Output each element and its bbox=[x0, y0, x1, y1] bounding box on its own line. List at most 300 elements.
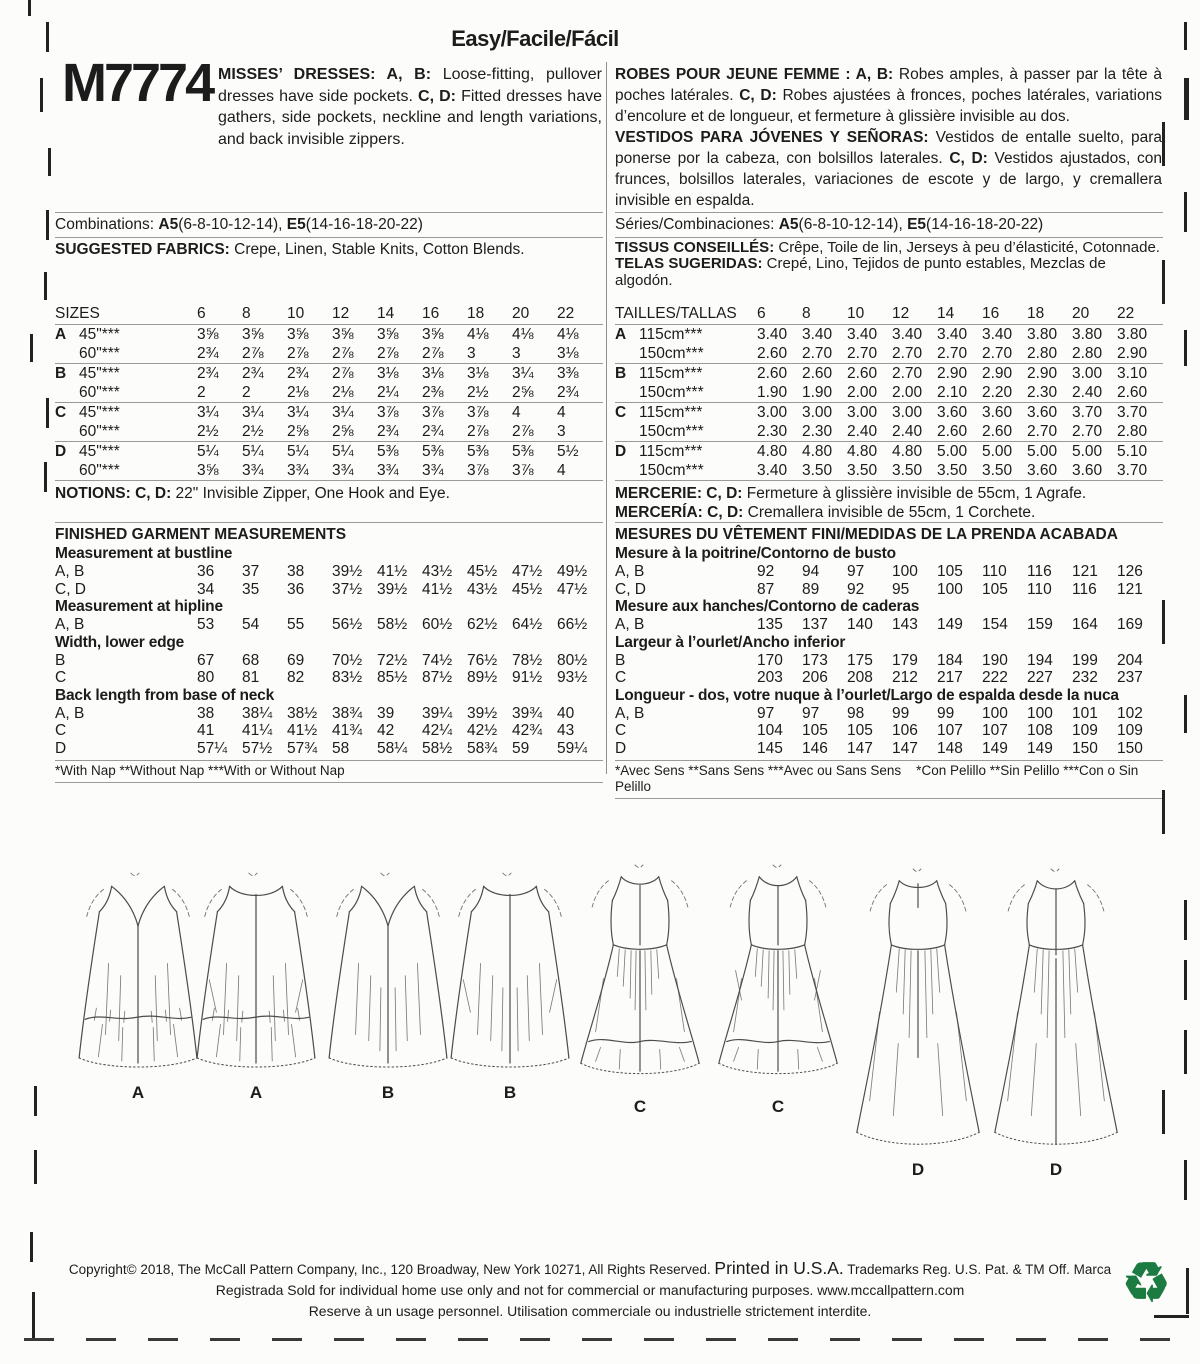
yardage-row bbox=[615, 344, 1163, 363]
measurement-view-label: A, B bbox=[615, 563, 645, 580]
text-run: 22" Invisible Zipper, One Hook and Eye. bbox=[171, 485, 450, 502]
measurement-row bbox=[615, 669, 1163, 687]
text-run: SUGGESTED FABRICS: bbox=[55, 241, 230, 258]
measurement-value: 58¼ bbox=[377, 739, 408, 757]
measurement-row bbox=[55, 563, 603, 581]
size-header-value: 8 bbox=[242, 305, 251, 322]
yardage-row bbox=[615, 441, 1163, 461]
yardage-value: 5.00 bbox=[1027, 443, 1058, 460]
fabric-width-label: 45"*** bbox=[79, 365, 120, 382]
yardage-row bbox=[55, 363, 603, 383]
fabric-width-label: 115cm*** bbox=[639, 326, 703, 343]
text-run: Crêpe, Toile de lin, Jerseys à peu d’élasticité, Cotonnade. bbox=[774, 239, 1160, 256]
size-header-row bbox=[615, 304, 1163, 325]
notions-line bbox=[55, 480, 603, 522]
yardage-value: 2⅝ bbox=[512, 384, 534, 401]
yardage-value: 2.60 bbox=[937, 423, 968, 440]
measurement-value: 100 bbox=[892, 563, 918, 580]
registration-mark bbox=[1184, 900, 1187, 940]
yardage-row bbox=[55, 383, 603, 402]
text-run: VESTIDOS PARA JÓVENES Y SEÑORAS: bbox=[615, 129, 929, 146]
yardage-value: 2.70 bbox=[982, 345, 1013, 362]
measurement-value: 126 bbox=[1117, 563, 1143, 580]
measurement-value: 80 bbox=[197, 669, 215, 686]
measurement-view-label: D bbox=[615, 739, 627, 757]
yardage-value: 3.40 bbox=[892, 326, 923, 343]
yardage-value: 4 bbox=[557, 462, 566, 479]
measurement-value: 42½ bbox=[467, 722, 498, 739]
yardage-value: 3 bbox=[467, 345, 476, 362]
yardage-value: 2 bbox=[197, 384, 206, 401]
measurement-value: 47½ bbox=[512, 563, 543, 580]
fabric-width-label: 115cm*** bbox=[639, 404, 703, 421]
registration-mark bbox=[1184, 695, 1187, 733]
yardage-row bbox=[55, 441, 603, 461]
measurement-value: 116 bbox=[1072, 580, 1097, 598]
yardage-value: 2¼ bbox=[377, 384, 399, 401]
yardage-value: 2.40 bbox=[847, 423, 878, 440]
yardage-value: 3.40 bbox=[757, 462, 788, 479]
measurement-value: 137 bbox=[802, 616, 828, 633]
yardage-value: 2⅞ bbox=[242, 345, 264, 362]
view-letter: A bbox=[55, 326, 67, 343]
fabric-width-label: 150cm*** bbox=[639, 423, 704, 440]
left-column bbox=[55, 212, 603, 783]
measurement-value: 104 bbox=[757, 722, 783, 739]
text-run: A5 bbox=[158, 216, 179, 233]
measurement-value: 68 bbox=[242, 651, 260, 669]
measurement-value: 100 bbox=[1027, 704, 1053, 722]
text-run: E5 bbox=[907, 216, 927, 233]
yardage-value: 3.80 bbox=[1027, 326, 1058, 343]
view-letter: B bbox=[615, 365, 627, 382]
dress-c-front-drawing bbox=[566, 860, 714, 1095]
registration-mark bbox=[28, 0, 31, 16]
text-run: Crepe, Linen, Stable Knits, Cotton Blends. bbox=[229, 241, 525, 258]
registration-mark bbox=[44, 462, 47, 492]
yardage-value: 3⅝ bbox=[197, 462, 219, 479]
measurement-view-label: C, D bbox=[55, 580, 86, 598]
measurement-value: 149 bbox=[937, 616, 963, 633]
size-header-value: 20 bbox=[1072, 305, 1090, 322]
measurement-value: 97 bbox=[802, 704, 820, 722]
yardage-value: 2¾ bbox=[197, 365, 219, 382]
footer bbox=[30, 1258, 1150, 1322]
yardage-value: 3.00 bbox=[892, 404, 923, 421]
fabric-width-label: 45"*** bbox=[79, 443, 120, 460]
yardage-value: 3⅝ bbox=[242, 326, 264, 343]
yardage-value: 3⅝ bbox=[287, 326, 309, 343]
registration-mark bbox=[1162, 260, 1165, 304]
text-run: A5 bbox=[778, 216, 799, 233]
mercerie-lines bbox=[615, 480, 1163, 522]
dress-d-back-drawing bbox=[982, 864, 1130, 1158]
yardage-value: 3.80 bbox=[1072, 326, 1103, 343]
yardage-value: 3¾ bbox=[422, 462, 444, 479]
sketch-label-b-front: B bbox=[381, 1083, 395, 1103]
measurement-value: 121 bbox=[1117, 580, 1143, 598]
description-intl bbox=[615, 64, 1162, 211]
view-letter bbox=[615, 422, 639, 441]
printed-in-usa: Printed in U.S.A. bbox=[714, 1258, 844, 1278]
measurement-view-label: C bbox=[55, 669, 67, 686]
yardage-value: 2.60 bbox=[802, 365, 833, 382]
view-letter: D bbox=[55, 443, 67, 460]
yardage-row bbox=[55, 344, 603, 363]
measurement-value: 121 bbox=[1072, 563, 1098, 580]
measurement-row bbox=[55, 740, 603, 758]
yardage-value: 2⅜ bbox=[422, 384, 444, 401]
fabric-width-label: 150cm*** bbox=[639, 345, 704, 362]
registration-mark bbox=[34, 1086, 37, 1116]
yardage-value: 3.40 bbox=[757, 326, 788, 343]
description-spanish bbox=[615, 127, 1162, 211]
text-run: Robes ajustées à fronces, poches latérales, variations d’encolure et de longueur, et fermeture à glissière invisible au dos. bbox=[615, 87, 1162, 125]
yardage-value: 3.10 bbox=[1117, 365, 1148, 382]
measurement-view-label: D bbox=[55, 739, 67, 757]
yardage-value: 2.90 bbox=[1117, 345, 1148, 362]
measurement-value: 78½ bbox=[512, 651, 543, 669]
registration-mark bbox=[1184, 192, 1187, 232]
corner-mark-horizontal bbox=[1154, 1315, 1189, 1318]
measurement-section-title: Mesure aux hanches/Contorno de caderas bbox=[615, 598, 920, 615]
text-run: ROBES POUR JEUNE FEMME : A, B: bbox=[615, 66, 894, 83]
yardage-value: 2.70 bbox=[1072, 423, 1103, 440]
size-header-value: 12 bbox=[332, 305, 350, 322]
fabric-width-label: 150cm*** bbox=[639, 462, 704, 479]
dress-sketch-b-back bbox=[444, 866, 576, 1103]
measurement-value: 109 bbox=[1072, 722, 1098, 739]
measurement-value: 58 bbox=[332, 739, 350, 757]
yardage-value: 2¾ bbox=[242, 365, 264, 382]
yardage-value: 5⅜ bbox=[512, 443, 534, 460]
view-letter bbox=[55, 383, 79, 402]
measurement-view-label: C bbox=[55, 722, 67, 739]
sketch-label-a-back: A bbox=[249, 1083, 263, 1103]
measurement-value: 43½ bbox=[467, 580, 498, 598]
yardage-value: 5.00 bbox=[982, 443, 1013, 460]
dress-sketch-a-back bbox=[190, 866, 322, 1103]
yardage-value: 5⅜ bbox=[422, 443, 444, 460]
yardage-value: 3¼ bbox=[287, 404, 309, 421]
trademark-text: Trademarks Reg. U.S. Pat. & TM Off. Marca bbox=[847, 1262, 1112, 1277]
usage-personnel-line: Reserve à un usage personnel. Utilisation commerciale ou industrielle strictement interdite. bbox=[308, 1303, 872, 1319]
measurement-value: 147 bbox=[892, 739, 918, 757]
yardage-value: 1.90 bbox=[802, 384, 833, 401]
sketch-label-c-front: C bbox=[633, 1096, 647, 1116]
measurement-row bbox=[615, 652, 1163, 670]
fabric-width-label: 60"*** bbox=[79, 423, 120, 440]
difficulty-title: Easy/Facile/Fácil bbox=[451, 26, 619, 51]
finished-measurements-table-en bbox=[55, 545, 603, 757]
measurement-value: 81 bbox=[242, 669, 260, 686]
measurement-value: 39½ bbox=[467, 704, 498, 722]
measurement-value: 41½ bbox=[422, 580, 453, 598]
view-letter: A bbox=[615, 326, 627, 343]
measurement-value: 58¾ bbox=[467, 739, 498, 757]
text-run: MERCERÍA: C, D: bbox=[615, 504, 744, 521]
measurement-value: 237 bbox=[1117, 669, 1143, 686]
measurement-value: 40 bbox=[557, 704, 575, 722]
yardage-value: 3.00 bbox=[802, 404, 833, 421]
yardage-value: 3.50 bbox=[802, 462, 833, 479]
measurement-value: 87 bbox=[757, 580, 775, 598]
measurement-value: 206 bbox=[802, 669, 828, 686]
yardage-value: 3.40 bbox=[937, 326, 968, 343]
measurement-value: 39¾ bbox=[512, 704, 543, 722]
measurement-value: 94 bbox=[802, 563, 820, 580]
yardage-row bbox=[615, 325, 1163, 344]
description-french bbox=[615, 64, 1162, 127]
measurement-value: 45½ bbox=[512, 580, 543, 598]
yardage-value: 2⅞ bbox=[467, 423, 489, 440]
registration-mark bbox=[40, 78, 43, 112]
text-run: E5 bbox=[286, 216, 306, 233]
measurement-section-title: Measurement at hipline bbox=[55, 598, 223, 615]
tissus-conseilles bbox=[615, 240, 1163, 256]
measurement-value: 222 bbox=[982, 669, 1008, 686]
measurement-value: 107 bbox=[937, 722, 963, 739]
suggested-fabrics-intl bbox=[615, 238, 1163, 304]
measurement-value: 36 bbox=[287, 580, 305, 598]
measurement-row bbox=[615, 722, 1163, 740]
dress-sketch-d-front bbox=[844, 864, 992, 1180]
finished-measurements-title-en: FINISHED GARMENT MEASUREMENTS bbox=[55, 522, 603, 545]
yardage-value: 3.40 bbox=[802, 326, 833, 343]
measurement-row bbox=[55, 722, 603, 740]
registration-mark bbox=[1162, 1090, 1165, 1134]
yardage-value: 4.80 bbox=[892, 443, 923, 460]
fabric-width-label: 115cm*** bbox=[639, 443, 703, 460]
yardage-value: 3.60 bbox=[1027, 462, 1058, 479]
yardage-value: 3⅞ bbox=[422, 404, 444, 421]
measurement-value: 43½ bbox=[422, 563, 453, 580]
yardage-value: 5¼ bbox=[242, 443, 264, 460]
view-letter bbox=[615, 383, 639, 402]
measurement-value: 204 bbox=[1117, 651, 1143, 669]
registration-mark bbox=[44, 272, 47, 300]
yardage-value: 4⅛ bbox=[467, 326, 489, 343]
yardage-value: 2½ bbox=[197, 423, 219, 440]
yardage-value: 3⅛ bbox=[557, 345, 579, 362]
measurement-value: 39½ bbox=[332, 563, 363, 580]
measurement-value: 66½ bbox=[557, 616, 588, 633]
yardage-value: 3.00 bbox=[1072, 365, 1103, 382]
measurement-value: 98 bbox=[847, 704, 865, 722]
measurement-value: 173 bbox=[802, 651, 828, 669]
yardage-value: 1.90 bbox=[757, 384, 788, 401]
measurement-view-label: A, B bbox=[55, 704, 85, 722]
measurement-row bbox=[615, 740, 1163, 758]
measurement-view-label: B bbox=[615, 651, 626, 669]
measurement-value: 97 bbox=[757, 704, 775, 722]
measurement-value: 35 bbox=[242, 580, 260, 598]
yardage-value: 3.00 bbox=[847, 404, 878, 421]
measurement-value: 38 bbox=[197, 704, 215, 722]
measurement-value: 175 bbox=[847, 651, 873, 669]
size-header-value: 12 bbox=[892, 305, 910, 322]
measurement-value: 184 bbox=[937, 651, 963, 669]
description-english bbox=[218, 64, 602, 150]
yardage-value: 3¼ bbox=[242, 404, 264, 421]
measurement-value: 53 bbox=[197, 616, 215, 633]
measurement-section-title: Longueur - dos, votre nuque à l’ourlet/Largo de espalda desde la nuca bbox=[615, 686, 1119, 704]
yardage-value: 4.80 bbox=[802, 443, 833, 460]
measurement-value: 64½ bbox=[512, 616, 543, 633]
yardage-value: 2⅞ bbox=[377, 345, 399, 362]
yardage-value: 3.50 bbox=[892, 462, 923, 479]
yardage-value: 2.60 bbox=[982, 423, 1013, 440]
measurement-value: 37½ bbox=[332, 580, 363, 598]
measurement-value: 116 bbox=[1027, 563, 1052, 580]
measurement-value: 87½ bbox=[422, 669, 453, 686]
measurement-value: 42 bbox=[377, 722, 395, 739]
yardage-value: 2⅝ bbox=[287, 423, 309, 440]
yardage-value: 2⅞ bbox=[332, 345, 354, 362]
yardage-value: 2.70 bbox=[892, 365, 923, 382]
pattern-number: M7774 bbox=[62, 53, 213, 113]
yardage-value: 3¼ bbox=[197, 404, 219, 421]
yardage-value: 2.30 bbox=[802, 423, 833, 440]
yardage-value: 5½ bbox=[557, 443, 579, 460]
size-header-value: 6 bbox=[757, 305, 766, 322]
registration-mark bbox=[46, 398, 49, 428]
column-divider bbox=[606, 62, 607, 774]
registration-mark bbox=[32, 1292, 35, 1338]
measurement-row bbox=[615, 563, 1163, 581]
view-letter: C bbox=[615, 404, 627, 421]
yardage-value: 2.60 bbox=[847, 365, 878, 382]
text-run: C, D: bbox=[949, 150, 988, 167]
measurement-section-title: Largeur à l’ourlet/Ancho inferior bbox=[615, 633, 846, 651]
measurement-value: 154 bbox=[982, 616, 1008, 633]
measurement-value: 56½ bbox=[332, 616, 363, 633]
registration-mark bbox=[34, 1150, 37, 1184]
measurement-value: 74½ bbox=[422, 651, 453, 669]
measurement-value: 143 bbox=[892, 616, 918, 633]
yardage-value: 2.40 bbox=[1072, 384, 1103, 401]
yardage-row bbox=[55, 402, 603, 422]
measurement-value: 34 bbox=[197, 580, 215, 598]
measurement-value: 227 bbox=[1027, 669, 1053, 686]
text-run: (14-16-18-20-22) bbox=[926, 216, 1044, 233]
measurement-value: 110 bbox=[982, 563, 1007, 580]
measurement-view-label: A, B bbox=[55, 616, 85, 633]
measurement-view-label: A, B bbox=[615, 616, 645, 633]
measurement-value: 83½ bbox=[332, 669, 363, 686]
yardage-value: 4⅛ bbox=[512, 326, 534, 343]
size-header-value: 20 bbox=[512, 305, 530, 322]
yardage-row bbox=[615, 422, 1163, 441]
registration-mark bbox=[1162, 600, 1165, 644]
yardage-value: 3¾ bbox=[287, 462, 309, 479]
measurement-value: 89 bbox=[802, 580, 820, 598]
text-run: Combinations: bbox=[55, 216, 159, 233]
yardage-value: 3.70 bbox=[1117, 462, 1148, 479]
suggested-fabrics bbox=[55, 238, 603, 304]
measurement-value: 150 bbox=[1072, 739, 1098, 757]
measurement-value: 102 bbox=[1117, 704, 1143, 722]
measurement-value: 85½ bbox=[377, 669, 408, 686]
measurement-value: 97 bbox=[847, 563, 865, 580]
yardage-value: 2.90 bbox=[1027, 365, 1058, 382]
yardage-value: 5¼ bbox=[287, 443, 309, 460]
measurement-value: 39 bbox=[377, 704, 395, 722]
merceria-line bbox=[615, 503, 1163, 522]
text-run: TISSUS CONSEILLÉS: bbox=[615, 239, 775, 256]
dress-sketch-b-front bbox=[322, 866, 454, 1103]
measurement-value: 108 bbox=[1027, 722, 1053, 739]
yardage-value: 3.40 bbox=[847, 326, 878, 343]
measurement-value: 89½ bbox=[467, 669, 498, 686]
measurement-value: 42¼ bbox=[422, 722, 453, 739]
yardage-value: 3⅞ bbox=[512, 462, 534, 479]
yardage-table-metric bbox=[615, 304, 1163, 480]
yardage-value: 3¼ bbox=[332, 404, 354, 421]
measurement-value: 170 bbox=[757, 651, 783, 669]
yardage-value: 2¾ bbox=[377, 423, 399, 440]
fabric-width-label: 60"*** bbox=[79, 345, 120, 362]
view-letter bbox=[615, 461, 639, 480]
registration-mark bbox=[1184, 22, 1187, 50]
text-run: Vestidos de entalle suelto, para ponerse por la cabeza, con bolsillos laterales. bbox=[615, 129, 1162, 167]
measurement-value: 105 bbox=[802, 722, 828, 739]
measurement-value: 72½ bbox=[377, 651, 408, 669]
measurement-value: 93½ bbox=[557, 669, 588, 686]
yardage-value: 3⅞ bbox=[467, 462, 489, 479]
measurement-value: 146 bbox=[802, 739, 828, 757]
dress-d-front-drawing bbox=[844, 864, 992, 1158]
yardage-value: 3⅝ bbox=[377, 326, 399, 343]
measurement-row bbox=[55, 581, 603, 599]
yardage-value: 2¾ bbox=[557, 384, 579, 401]
measurement-value: 199 bbox=[1072, 651, 1098, 669]
measurement-section-title: Back length from base of neck bbox=[55, 686, 275, 704]
measurement-value: 212 bbox=[892, 669, 918, 686]
yardage-value: 3⅜ bbox=[557, 365, 579, 382]
yardage-value: 3.40 bbox=[982, 326, 1013, 343]
measurement-value: 148 bbox=[937, 739, 963, 757]
measurement-value: 41½ bbox=[377, 563, 408, 580]
copyright-text: Copyright© 2018, The McCall Pattern Company, Inc., 120 Broadway, New York 10271, All Rights Reserved. bbox=[68, 1262, 711, 1277]
measurement-value: 70½ bbox=[332, 651, 363, 669]
yardage-value: 2.30 bbox=[757, 423, 788, 440]
right-column bbox=[615, 212, 1163, 799]
measurement-value: 159 bbox=[1027, 616, 1053, 633]
sketch-label-d-back: D bbox=[1049, 1160, 1063, 1180]
yardage-value: 3.70 bbox=[1072, 404, 1103, 421]
yardage-value: 3⅛ bbox=[467, 365, 489, 382]
yardage-value: 4 bbox=[557, 404, 566, 421]
measurement-value: 38 bbox=[287, 563, 305, 580]
yardage-value: 3⅞ bbox=[377, 404, 399, 421]
text-run: Séries/Combinaciones: bbox=[615, 216, 779, 233]
sketch-label-b-back: B bbox=[503, 1083, 517, 1103]
registration-mark bbox=[46, 22, 49, 52]
view-letter bbox=[55, 422, 79, 441]
view-letter bbox=[55, 461, 79, 480]
text-run: (6-8-10-12-14), bbox=[798, 216, 908, 233]
measurement-value: 59¼ bbox=[557, 739, 588, 757]
measurement-value: 57¾ bbox=[287, 739, 318, 757]
dress-b-back-drawing bbox=[444, 866, 576, 1081]
measurement-value: 57¼ bbox=[197, 739, 228, 757]
size-header-value: 18 bbox=[467, 305, 485, 322]
measurement-view-label: A, B bbox=[615, 704, 645, 722]
yardage-value: 3.50 bbox=[982, 462, 1013, 479]
yardage-value: 3⅝ bbox=[332, 326, 354, 343]
yardage-value: 2 bbox=[242, 384, 251, 401]
